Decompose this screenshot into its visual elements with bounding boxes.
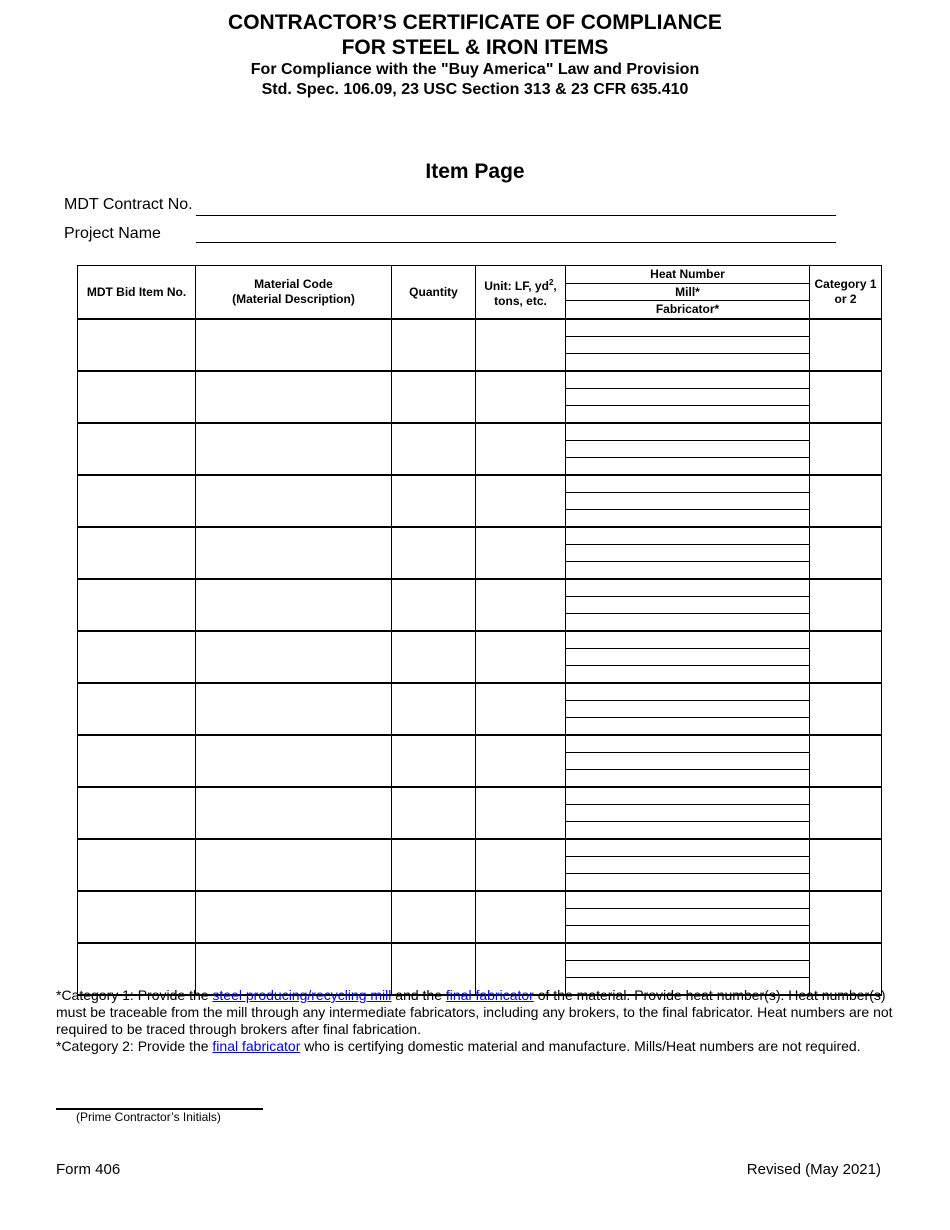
quantity-cell[interactable] <box>392 475 476 527</box>
heat-number-slot[interactable] <box>566 944 809 960</box>
quantity-cell[interactable] <box>392 735 476 787</box>
unit-cell[interactable] <box>476 475 566 527</box>
bid-item-cell[interactable] <box>78 891 196 943</box>
fabricator-slot[interactable] <box>566 925 809 942</box>
quantity-cell[interactable] <box>392 787 476 839</box>
unit-cell[interactable] <box>476 631 566 683</box>
category-2-note: *Category 2: Provide the final fabricator who is certifying domestic material and manufacture. Mills/Heat numbers are not required. <box>56 1038 861 1054</box>
material-code-cell[interactable] <box>196 579 392 631</box>
heat-cell[interactable] <box>566 423 810 475</box>
mill-slot[interactable] <box>566 544 809 561</box>
subtitle-line-1: For Compliance with the "Buy America" Law and Provision <box>250 61 700 78</box>
heat-cell[interactable] <box>566 787 810 839</box>
table-row <box>78 839 882 891</box>
fabricator-slot[interactable] <box>566 457 809 474</box>
table-row <box>78 891 882 943</box>
bid-item-cell[interactable] <box>78 631 196 683</box>
fabricator-slot[interactable] <box>566 717 809 734</box>
heat-cell[interactable] <box>566 631 810 683</box>
project-name-field[interactable] <box>196 242 836 243</box>
bid-item-cell[interactable] <box>78 839 196 891</box>
header-heat-mill-fabricator <box>566 266 810 320</box>
unit-cell[interactable] <box>476 527 566 579</box>
material-code-cell[interactable] <box>196 631 392 683</box>
heat-number-slot[interactable] <box>566 528 809 544</box>
revision-date: Revised (May 2021) <box>746 1161 881 1178</box>
table-row <box>78 475 882 527</box>
heat-cell[interactable] <box>566 527 810 579</box>
category-cell[interactable] <box>810 527 882 579</box>
table-row <box>78 319 882 371</box>
quantity-cell[interactable] <box>392 423 476 475</box>
heat-number-slot[interactable] <box>566 840 809 856</box>
material-code-cell[interactable] <box>196 423 392 475</box>
heat-number-slot[interactable] <box>566 372 809 388</box>
project-name-label: Project Name <box>64 225 161 242</box>
header-fabricator: Fabricator* <box>566 300 809 318</box>
quantity-cell[interactable] <box>392 579 476 631</box>
heat-cell[interactable] <box>566 735 810 787</box>
heat-cell[interactable] <box>566 839 810 891</box>
mill-slot[interactable] <box>566 336 809 353</box>
header-quantity: Quantity <box>392 266 476 320</box>
bid-item-cell[interactable] <box>78 683 196 735</box>
form-number: Form 406 <box>56 1161 121 1178</box>
material-code-cell[interactable] <box>196 787 392 839</box>
table-row <box>78 631 882 683</box>
heat-cell[interactable] <box>566 683 810 735</box>
heat-number-slot[interactable] <box>566 632 809 648</box>
category-cell[interactable] <box>810 787 882 839</box>
material-code-cell[interactable] <box>196 475 392 527</box>
title-line-2: FOR STEEL & IRON ITEMS <box>341 36 609 59</box>
fabricator-slot[interactable] <box>566 353 809 370</box>
final-fabricator-link[interactable]: final fabricator <box>445 987 534 1003</box>
category-notes <box>56 987 896 1055</box>
header-mill: Mill* <box>566 283 809 301</box>
quantity-cell[interactable] <box>392 631 476 683</box>
table-row <box>78 579 882 631</box>
mill-slot[interactable] <box>566 908 809 925</box>
category-1-note: *Category 1: Provide the steel producing/recycling mill and the final fabricator of the material. Provide heat number(s). Heat number(s) must be traceable from the mill through any intermediate fabricators, including any brokers, to the final fabricator. Heat numbers are not required to be traced through brokers after final fabrication. <box>56 987 893 1037</box>
category-cell[interactable] <box>810 371 882 423</box>
fabricator-slot[interactable] <box>566 665 809 682</box>
heat-cell[interactable] <box>566 891 810 943</box>
heat-number-slot[interactable] <box>566 320 809 336</box>
fabricator-slot[interactable] <box>566 509 809 526</box>
unit-cell[interactable] <box>476 787 566 839</box>
heat-cell[interactable] <box>566 319 810 371</box>
heat-number-slot[interactable] <box>566 476 809 492</box>
quantity-cell[interactable] <box>392 527 476 579</box>
heat-cell[interactable] <box>566 371 810 423</box>
category-cell[interactable] <box>810 631 882 683</box>
heat-number-slot[interactable] <box>566 580 809 596</box>
category-cell[interactable] <box>810 319 882 371</box>
mill-slot[interactable] <box>566 856 809 873</box>
header-material-code: Material Code (Material Description) <box>196 266 392 320</box>
category-cell[interactable] <box>810 423 882 475</box>
bid-item-cell[interactable] <box>78 579 196 631</box>
fabricator-slot[interactable] <box>566 613 809 630</box>
quantity-cell[interactable] <box>392 891 476 943</box>
bid-item-cell[interactable] <box>78 319 196 371</box>
mill-slot[interactable] <box>566 492 809 509</box>
unit-cell[interactable] <box>476 319 566 371</box>
steel-mill-link[interactable]: steel producing/recycling mill <box>212 987 392 1003</box>
category-cell[interactable] <box>810 579 882 631</box>
heat-cell[interactable] <box>566 579 810 631</box>
heat-cell[interactable] <box>566 475 810 527</box>
material-code-cell[interactable] <box>196 683 392 735</box>
unit-cell[interactable] <box>476 371 566 423</box>
mill-slot[interactable] <box>566 960 809 977</box>
material-code-cell[interactable] <box>196 319 392 371</box>
category-cell[interactable] <box>810 839 882 891</box>
contract-number-label: MDT Contract No. <box>64 196 193 213</box>
material-code-cell[interactable] <box>196 839 392 891</box>
category-cell[interactable] <box>810 735 882 787</box>
heat-number-slot[interactable] <box>566 736 809 752</box>
table-row <box>78 371 882 423</box>
material-code-cell[interactable] <box>196 527 392 579</box>
bid-item-cell[interactable] <box>78 475 196 527</box>
quantity-cell[interactable] <box>392 319 476 371</box>
quantity-cell[interactable] <box>392 839 476 891</box>
table-header-row <box>78 266 882 320</box>
final-fabricator-link-2[interactable]: final fabricator <box>212 1038 301 1054</box>
mill-slot[interactable] <box>566 440 809 457</box>
mill-slot[interactable] <box>566 596 809 613</box>
material-code-cell[interactable] <box>196 891 392 943</box>
category-cell[interactable] <box>810 475 882 527</box>
mill-slot[interactable] <box>566 752 809 769</box>
fabricator-slot[interactable] <box>566 769 809 786</box>
unit-cell[interactable] <box>476 683 566 735</box>
heat-number-slot[interactable] <box>566 424 809 440</box>
unit-cell[interactable] <box>476 579 566 631</box>
mill-slot[interactable] <box>566 648 809 665</box>
heat-number-slot[interactable] <box>566 788 809 804</box>
table-row <box>78 787 882 839</box>
header-unit: Unit: LF, $yd^2$, tons, etc. <box>476 266 566 320</box>
table-row <box>78 423 882 475</box>
bid-item-cell[interactable] <box>78 787 196 839</box>
table-row <box>78 735 882 787</box>
header-heat-number: Heat Number <box>650 266 725 281</box>
unit-cell[interactable] <box>476 423 566 475</box>
initials-label: (Prime Contractor’s Initials) <box>76 1110 221 1124</box>
category-cell[interactable] <box>810 891 882 943</box>
bid-item-cell[interactable] <box>78 527 196 579</box>
table-row <box>78 527 882 579</box>
mill-slot[interactable] <box>566 804 809 821</box>
items-table <box>77 265 882 996</box>
heat-number-slot[interactable] <box>566 684 809 700</box>
fabricator-slot[interactable] <box>566 873 809 890</box>
unit-cell[interactable] <box>476 839 566 891</box>
bid-item-cell[interactable] <box>78 423 196 475</box>
title-line-1: CONTRACTOR’S CERTIFICATE OF COMPLIANCE <box>228 11 722 34</box>
mill-slot[interactable] <box>566 700 809 717</box>
contract-number-field[interactable] <box>196 215 836 216</box>
heat-number-slot[interactable] <box>566 892 809 908</box>
material-code-cell[interactable] <box>196 735 392 787</box>
header-bid-item: MDT Bid Item No. <box>78 266 196 320</box>
subtitle-line-2: Std. Spec. 106.09, 23 USC Section 313 & 23 CFR 635.410 <box>261 81 689 98</box>
page-title: Item Page <box>425 160 525 183</box>
unit-cell[interactable] <box>476 891 566 943</box>
unit-cell[interactable] <box>476 735 566 787</box>
bid-item-cell[interactable] <box>78 371 196 423</box>
document-header <box>0 10 950 100</box>
material-code-cell[interactable] <box>196 371 392 423</box>
category-cell[interactable] <box>810 683 882 735</box>
table-body <box>78 319 882 995</box>
header-category: Category 1 or 2 <box>810 266 882 320</box>
bid-item-cell[interactable] <box>78 735 196 787</box>
mill-slot[interactable] <box>566 388 809 405</box>
fabricator-slot[interactable] <box>566 405 809 422</box>
quantity-cell[interactable] <box>392 371 476 423</box>
fabricator-slot[interactable] <box>566 561 809 578</box>
table-row <box>78 683 882 735</box>
fabricator-slot[interactable] <box>566 821 809 838</box>
quantity-cell[interactable] <box>392 683 476 735</box>
